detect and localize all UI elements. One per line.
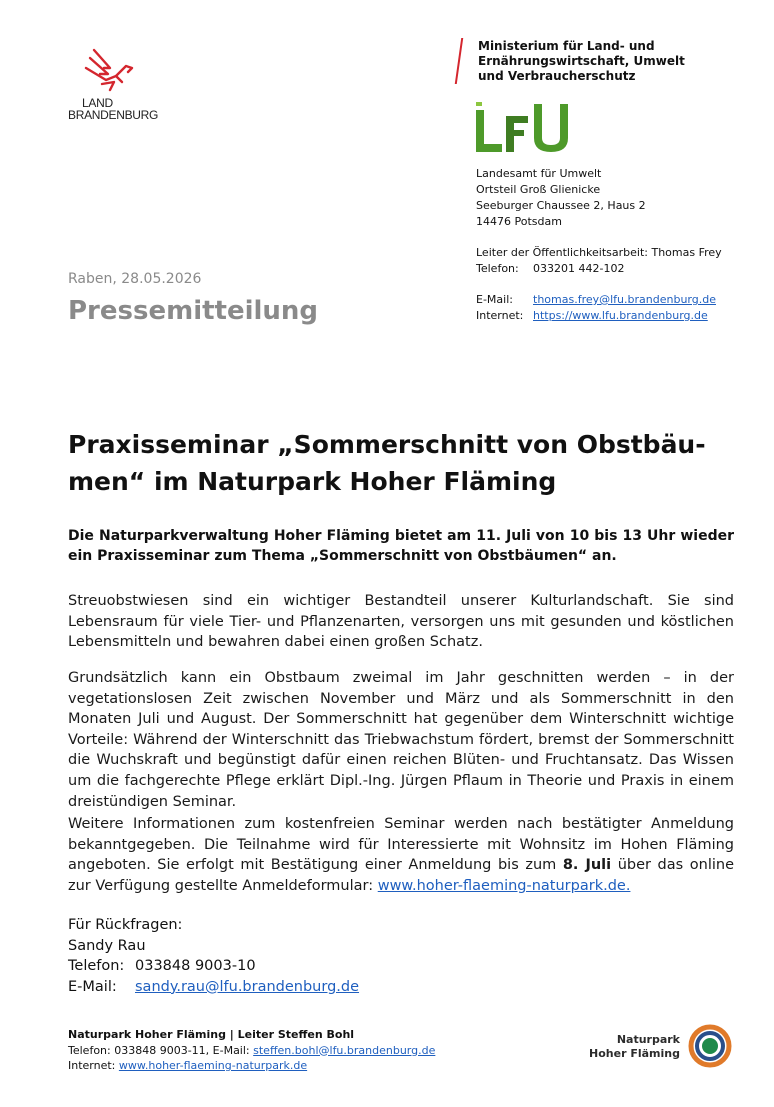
footer-internet-link[interactable]: www.hoher-flaeming-naturpark.de xyxy=(118,1059,308,1072)
contact-email-label: E-Mail: xyxy=(476,293,513,306)
naturpark-logo-line-2: Hoher Fläming xyxy=(589,1047,680,1060)
contact-phone: 033201 442-102 xyxy=(533,262,625,275)
contact-email-row xyxy=(476,292,722,308)
ministry-name xyxy=(478,39,738,84)
inquiries-phone-label: Telefon: xyxy=(68,958,125,975)
red-eagle-icon xyxy=(80,46,144,94)
agency-street: Seeburger Chaussee 2, Haus 2 xyxy=(476,199,646,212)
footer-phone-row xyxy=(68,1043,435,1059)
footer-org: Naturpark Hoher Fläming | Leiter Steffen Bohl xyxy=(68,1028,355,1041)
inquiries-block xyxy=(68,915,359,997)
ministry-line-2: Ernährungswirtschaft, Umwelt xyxy=(478,54,685,68)
contact-internet-label: Internet: xyxy=(476,309,524,322)
inquiries-phone: 033848 9003-10 xyxy=(135,958,256,975)
agency-city: 14476 Potsdam xyxy=(476,215,562,228)
naturpark-logo xyxy=(588,1024,738,1070)
place-date: Raben, 28.05.2026 xyxy=(68,271,202,287)
pr-head: Leiter der Öffentlichkeitsarbeit: Thomas Frey xyxy=(476,246,722,259)
inquiries-phone-row xyxy=(68,956,359,977)
naturpark-logo-line-1: Naturpark xyxy=(616,1033,680,1046)
para3-text-after: über das online zur Verfügung gestellte Anmeldeformular: xyxy=(68,857,735,894)
contact-spacer xyxy=(476,277,722,292)
ministry-accent-bar xyxy=(455,38,463,84)
footer-email-link[interactable]: steffen.bohl@lfu.brandenburg.de xyxy=(253,1043,436,1057)
contact-email-link[interactable]: thomas.frey@lfu.brandenburg.de xyxy=(533,293,716,306)
headline-line-2: men“ im Naturpark Hoher Fläming xyxy=(68,467,557,496)
lfu-logo xyxy=(476,102,576,152)
document-type: Pressemitteilung xyxy=(68,296,319,326)
contact-phone-label: Telefon: xyxy=(476,262,519,275)
naturpark-logo-text xyxy=(589,1033,680,1061)
naturpark-ring-icon xyxy=(688,1024,732,1068)
inquiries-title: Für Rückfragen: xyxy=(68,917,183,933)
inquiries-email-label: E-Mail: xyxy=(68,978,117,995)
agency-address xyxy=(476,166,646,230)
para3-text-before: Weitere Informationen zum kostenfreien Seminar werden nach bestätigter Anmeldung bekanntgegeben. Die Teilnahme wird für Interessierte mit Wohnsitz im Hohen Fläming angeboten. Sie erfolgt mit Bestätigung einer Anmeldung bis zum xyxy=(68,816,734,874)
footer-phone-prefix: Telefon: 033848 9003-11, E-Mail: xyxy=(68,1043,254,1057)
naturpark-website-link[interactable]: www.hoher-flaeming-naturpark.de. xyxy=(377,877,631,894)
contact-block xyxy=(476,245,722,324)
agency-district: Ortsteil Groß Glienicke xyxy=(476,183,601,196)
land-text: LAND xyxy=(82,96,113,110)
headline xyxy=(68,426,748,500)
footer-internet-prefix: Internet: xyxy=(68,1059,119,1072)
ministry-line-1: Ministerium für Land- und xyxy=(478,39,655,53)
footer xyxy=(68,1027,435,1074)
body-paragraph-2: Grundsätzlich kann ein Obstbaum zweimal im Jahr geschnitten werden – in der vegetationslosen Zeit zwischen November und März und als Sommerschnitt in den Monaten Juli und August. Der Sommerschnitt hat gegenüber dem Winterschnitt wichtige Vorteile: Während der Winterschnitt das Triebwachstum fördert, bremst der Sommerschnitt die Wuchskraft und begünstigt dafür einen reichen Blüten- und Fruchtansatz. Das Wissen um die fachgerechte Pflege erklärt Dipl.-Ing. Jürgen Pflaum in Theorie und Praxis in einem dreistündigen Seminar. xyxy=(68,670,734,810)
contact-internet-link[interactable]: https://www.lfu.brandenburg.de xyxy=(533,309,708,322)
inquiries-email-row xyxy=(68,977,359,998)
ministry-line-3: und Verbraucherschutz xyxy=(478,69,636,83)
contact-phone-row xyxy=(476,261,722,277)
registration-deadline: 8. Juli xyxy=(562,857,612,874)
contact-internet-row xyxy=(476,308,722,324)
body-paragraph-1: Streuobstwiesen sind ein wichtiger Bestandteil unserer Kulturlandschaft. Sie sind Lebensraum für viele Tier- und Pflanzenarten, versorgen uns mit gesunden und köstlichen Lebensmitteln und bewahren dabei einen großen Schatz. xyxy=(68,593,734,651)
agency-name: Landesamt für Umwelt xyxy=(476,167,602,180)
brandenburg-text: BRANDENBURG xyxy=(68,108,159,122)
lead-paragraph: Die Naturparkverwaltung Hoher Fläming bietet am 11. Juli von 10 bis 13 Uhr wieder ein Praxisseminar zum Thema „Sommerschnitt von Obstbäumen“ an. xyxy=(68,528,734,564)
inquiries-name: Sandy Rau xyxy=(68,937,146,954)
headline-line-1: Praxisseminar „Sommerschnitt von Obstbäu- xyxy=(68,430,706,459)
inquiries-email-link[interactable]: sandy.rau@lfu.brandenburg.de xyxy=(135,978,360,995)
body-paragraph-3 xyxy=(68,814,734,896)
land-brandenburg-logo xyxy=(68,46,168,126)
footer-internet-row xyxy=(68,1058,435,1074)
